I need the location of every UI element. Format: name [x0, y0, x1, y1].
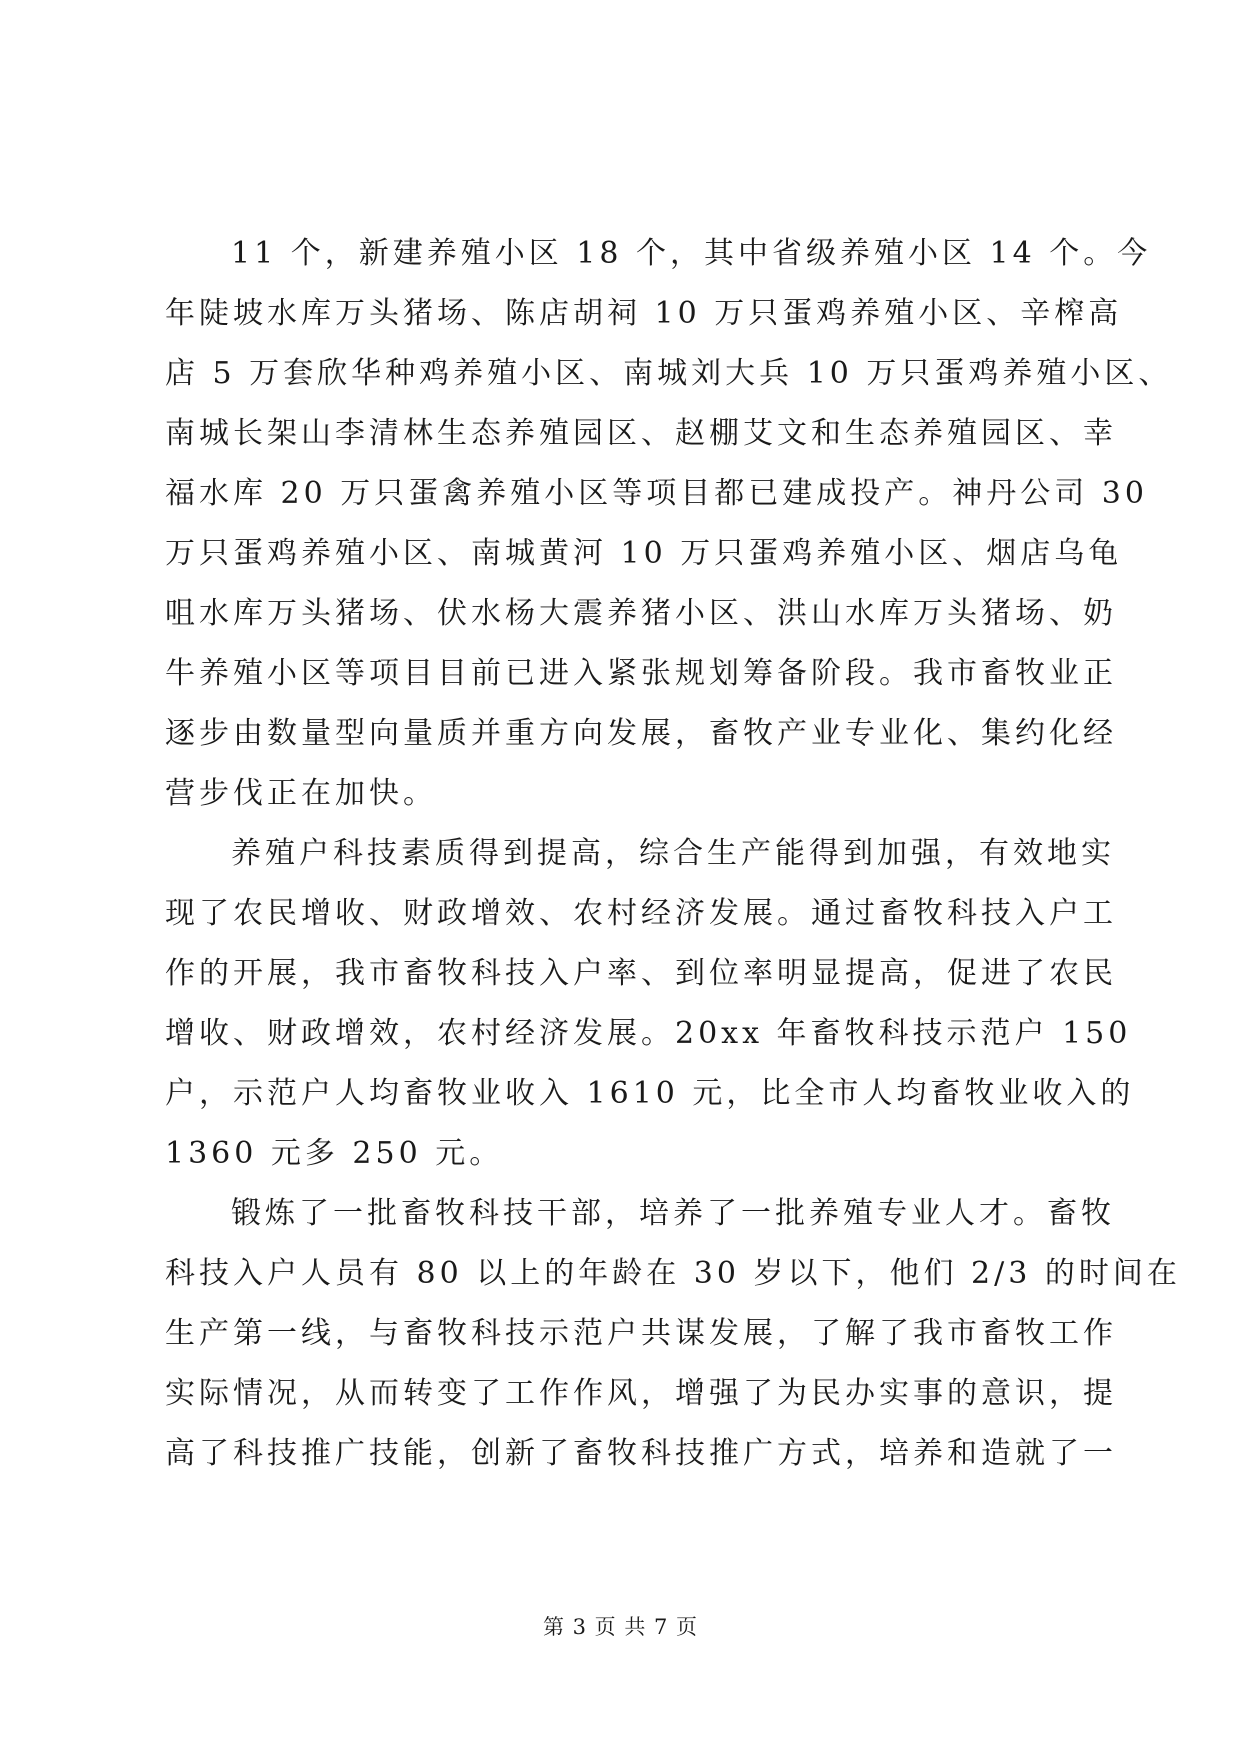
text-line: 增收、财政增效，农村经济发展。20xx 年畜牧科技示范户 150 [165, 1016, 1132, 1051]
text-line: 万只蛋鸡养殖小区、南城黄河 10 万只蛋鸡养殖小区、烟店乌龟 [165, 536, 1123, 571]
text-line: 高了科技推广技能，创新了畜牧科技推广方式，培养和造就了一 [165, 1436, 1117, 1471]
text-line [165, 224, 1152, 284]
text-line: 户，示范户人均畜牧业收入 1610 元，比全市人均畜牧业收入的 [165, 1076, 1135, 1111]
text-line: 福水库 20 万只蛋禽养殖小区等项目都已建成投产。神丹公司 30 [165, 476, 1148, 511]
text-line [165, 1184, 1115, 1244]
line-text: 11 个，新建养殖小区 18 个，其中省级养殖小区 14 个。今 [231, 236, 1152, 271]
paragraph-1 [165, 224, 1173, 824]
line-text: 锻炼了一批畜牧科技干部，培养了一批养殖专业人才。畜牧 [231, 1196, 1115, 1231]
text-line: 实际情况，从而转变了工作作风，增强了为民办实事的意识，提 [165, 1376, 1117, 1411]
page-number-footer: 第 3 页 共 7 页 [542, 1615, 699, 1639]
text-line: 咀水库万头猪场、伏水杨大震养猪小区、洪山水库万头猪场、奶 [165, 596, 1117, 631]
text-line: 牛养殖小区等项目目前已进入紧张规划筹备阶段。我市畜牧业正 [165, 656, 1117, 691]
paragraph-2 [165, 824, 1135, 1184]
text-line: 南城长架山李清林生态养殖园区、赵棚艾文和生态养殖园区、幸 [165, 416, 1117, 451]
paragraph-3 [165, 1184, 1181, 1484]
text-line: 营步伐正在加快。 [165, 776, 437, 811]
line-text: 养殖户科技素质得到提高，综合生产能得到加强，有效地实 [231, 836, 1115, 871]
text-line: 现了农民增收、财政增效、农村经济发展。通过畜牧科技入户工 [165, 896, 1117, 931]
text-line: 逐步由数量型向量质并重方向发展，畜牧产业专业化、集约化经 [165, 716, 1117, 751]
text-line: 1360 元多 250 元。 [165, 1136, 504, 1171]
text-line: 科技入户人员有 80 以上的年龄在 30 岁以下，他们 2/3 的时间在 [165, 1256, 1181, 1291]
text-line: 年陡坡水库万头猪场、陈店胡祠 10 万只蛋鸡养殖小区、辛榨高 [165, 296, 1123, 331]
text-line: 生产第一线，与畜牧科技示范户共谋发展，了解了我市畜牧工作 [165, 1316, 1117, 1351]
text-line [165, 824, 1115, 884]
text-line: 作的开展，我市畜牧科技入户率、到位率明显提高，促进了农民 [165, 956, 1117, 991]
text-line: 店 5 万套欣华种鸡养殖小区、南城刘大兵 10 万只蛋鸡养殖小区、 [165, 356, 1173, 391]
document-body [165, 224, 1181, 1484]
